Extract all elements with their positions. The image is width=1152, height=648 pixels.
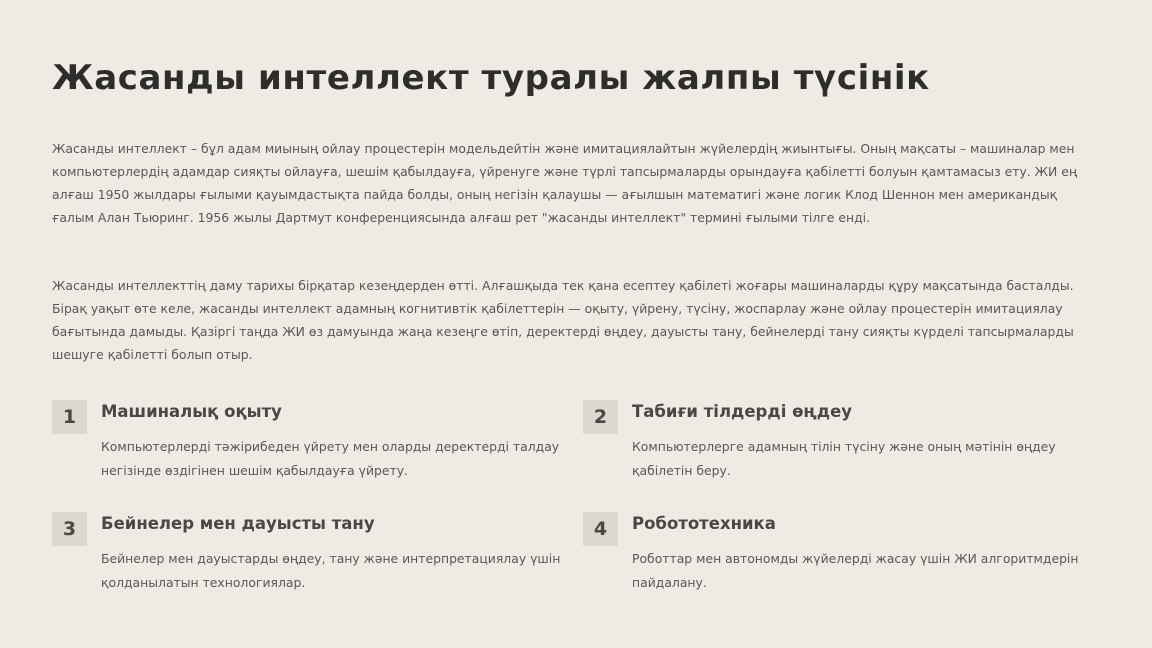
topic-number-badge: 2 <box>583 400 618 434</box>
topic-description: Компьютерлерге адамның тілін түсіну және оның мәтінін өңдеу қабілетін беру. <box>632 439 1056 478</box>
topic-title: Бейнелер мен дауысты тану <box>101 514 375 533</box>
topic-description: Роботтар мен автономды жүйелерді жасау үшін ЖИ алгоритмдерін пайдалану. <box>632 551 1079 590</box>
topic-description: Компьютерлерді тәжірибеден үйрету мен оларды деректерді талдау негізінде өздігінен шешім қабылдауға үйрету. <box>101 439 560 478</box>
topic-title: Машиналық оқыту <box>101 402 282 421</box>
topic-title: Табиғи тілдерді өңдеу <box>632 402 853 421</box>
history-paragraph: Жасанды интеллекттің даму тарихы бірқатар кезеңдерден өтті. Алғашқыда тек қана есептеу қабілеті жоғары машиналарды құру мақсатында басталды. Бірақ уақыт өте келе, жасанды интеллект адамның когнитивтік қабілеттерін — оқыту, үйрену, түсіну, жоспарлау және ойлау процестерін имитациялау бағытында дамыды. Қазіргі таңда ЖИ өз дамуында жаңа кезеңге өтіп, деректерді өңдеу, дауысты тану, бейнелерді тану сияқты күрделі тапсырмаларды шешуге қабілетті болып отыр. <box>52 278 1074 362</box>
topic-number-badge: 1 <box>52 400 87 434</box>
topic-title: Робототехника <box>632 514 776 533</box>
slide-title: Жасанды интеллект туралы жалпы түсінік <box>52 58 930 98</box>
topic-number-badge: 4 <box>583 512 618 546</box>
topic-number-badge: 3 <box>52 512 87 546</box>
intro-paragraph: Жасанды интеллект – бұл адам миының ойлау процестерін модельдейтін және имитациялайтын жүйелердің жиынтығы. Оның мақсаты – машиналар мен компьютерлердің адамдар сияқты ойлауға, шешім қабылдауға, үйренуге және түрлі тапсырмаларды орындауға қабілетті болуын қамтамасыз ету. ЖИ ең алғаш 1950 жылдары ғылыми қауымдастықта пайда болды, оның негізін қалаушы — ағылшын математигі және логик Клод Шеннон мен американдық ғалым Алан Тьюринг. 1956 жылы Дартмут конференциясында алғаш рет "жасанды интеллект" термині ғылыми тілге енді. <box>52 141 1078 225</box>
topic-description: Бейнелер мен дауыстарды өңдеу, тану және интерпретациялау үшін қолданылатын технологиялар. <box>101 551 561 590</box>
